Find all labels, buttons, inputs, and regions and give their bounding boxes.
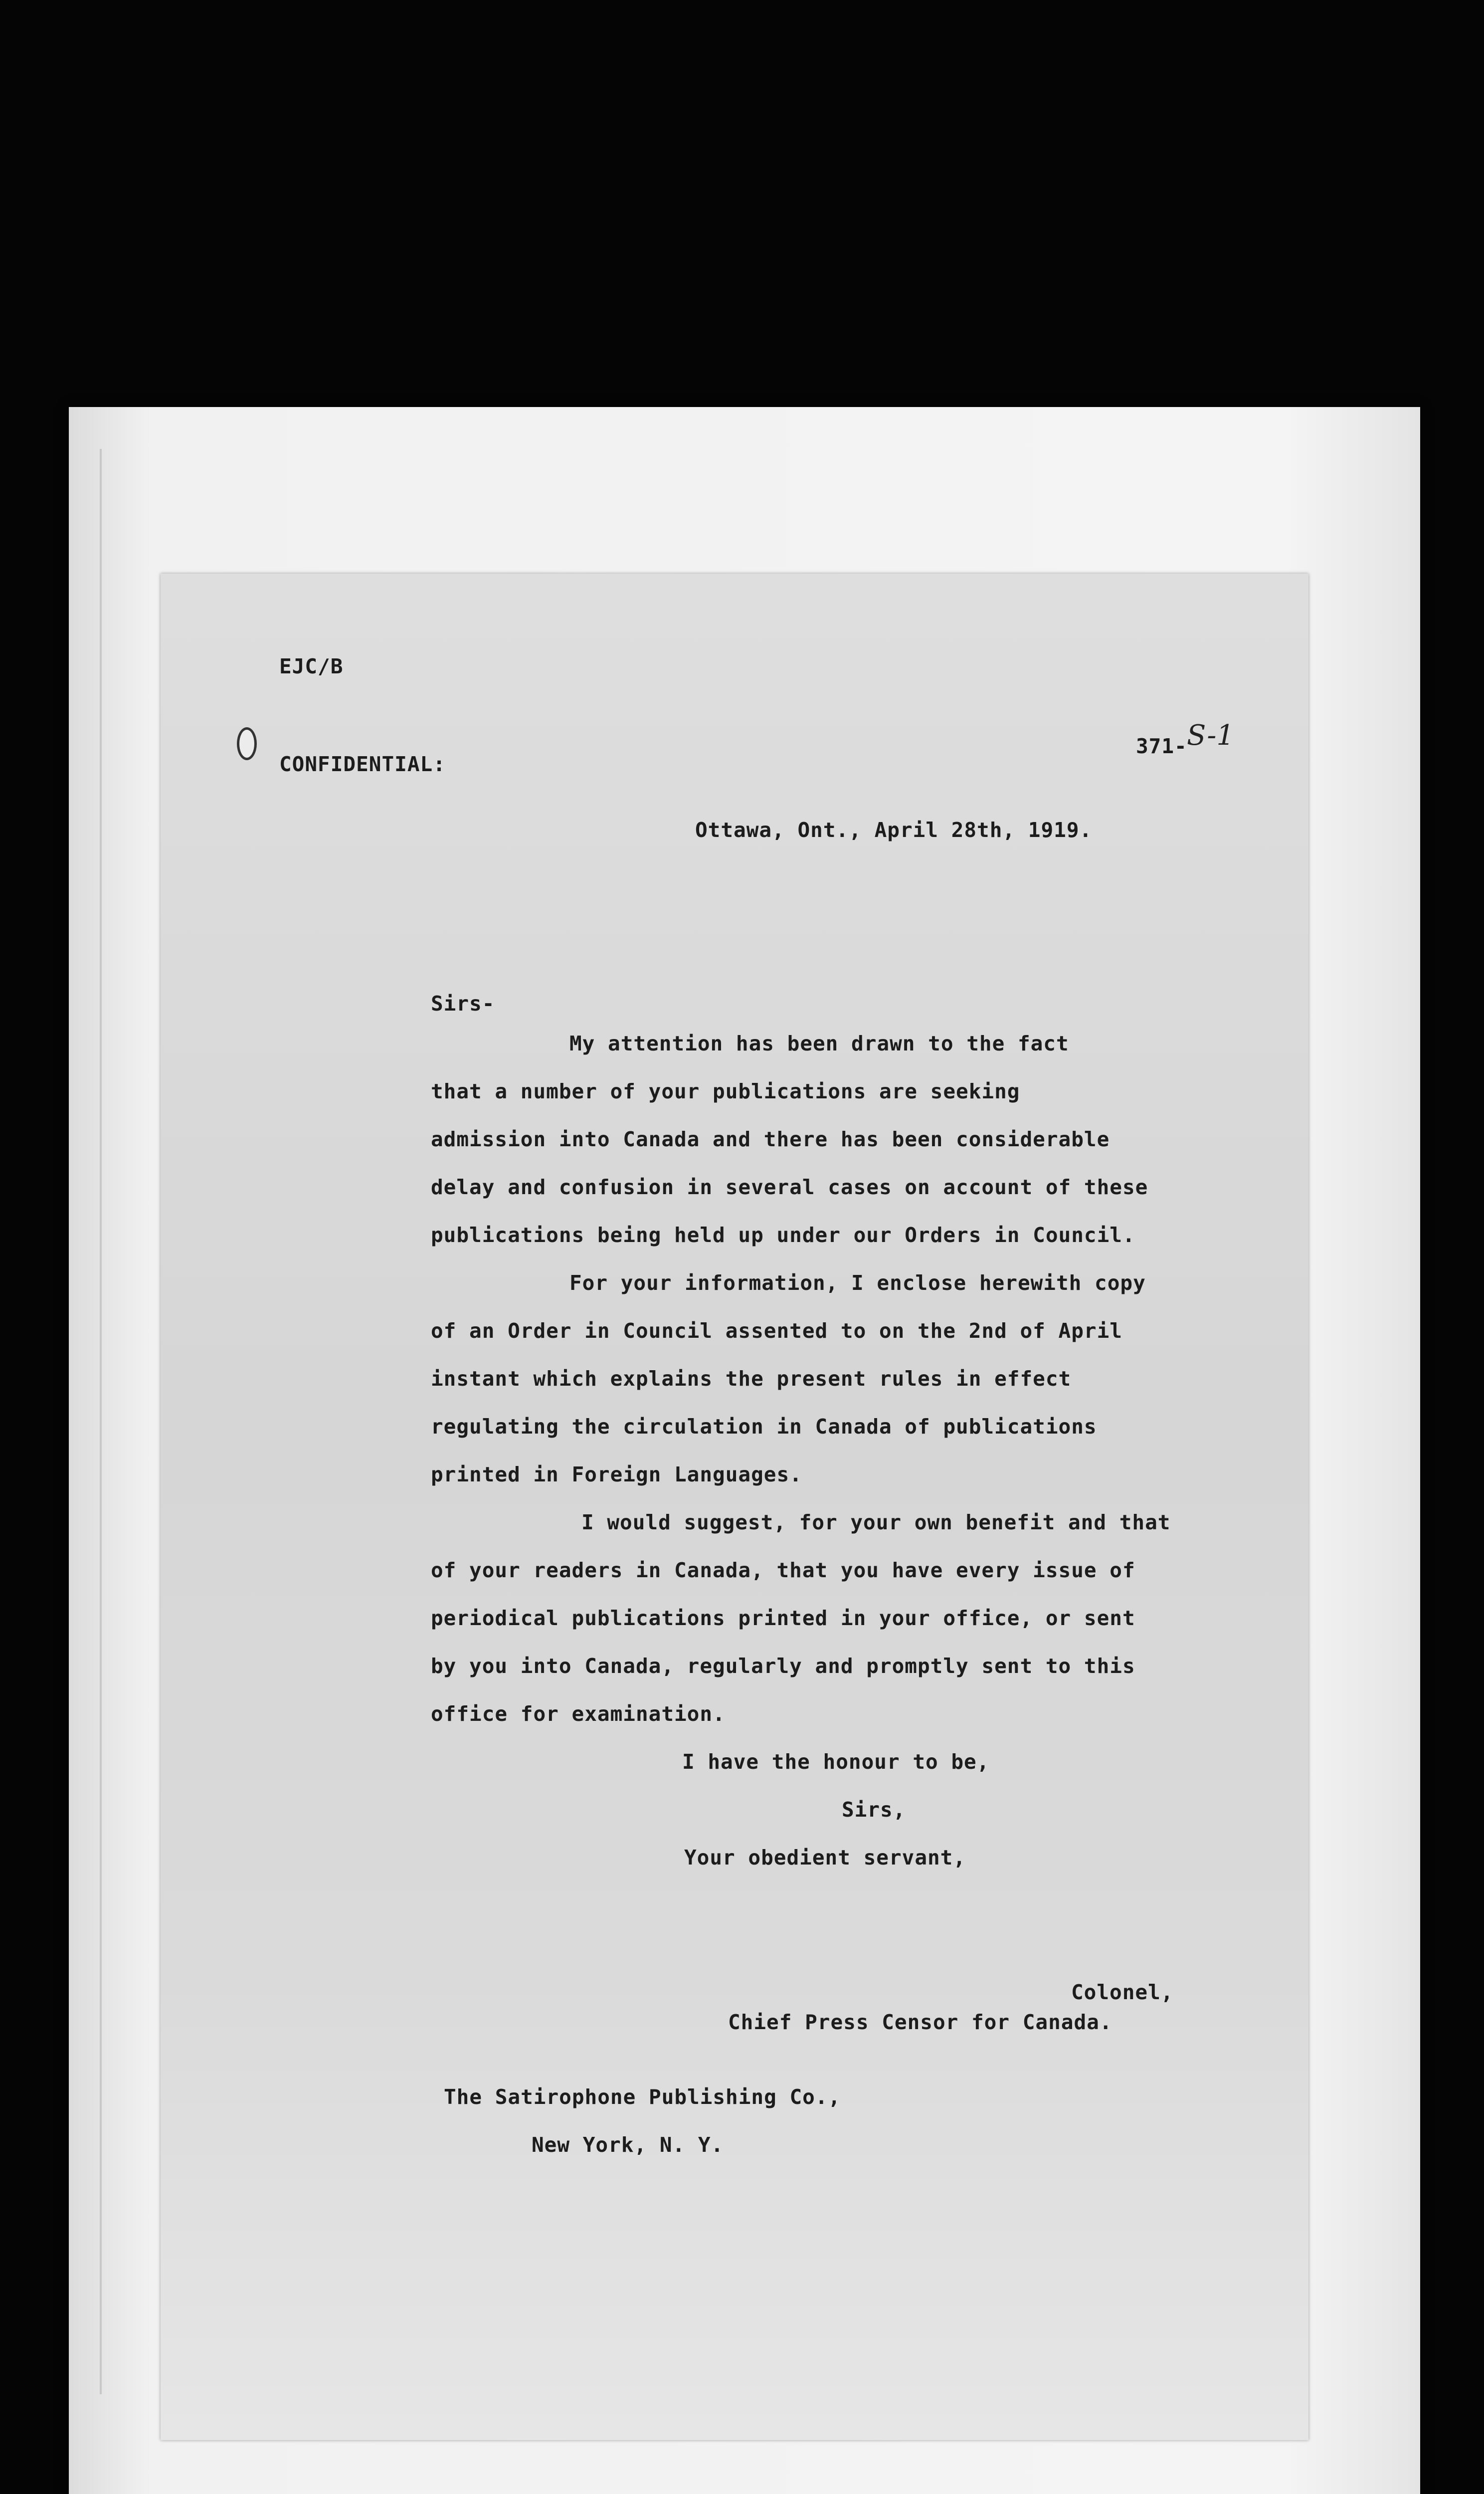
body-line: of an Order in Council assented to on the 2nd of April [431,1319,1122,1343]
body-line: office for examination. [431,1702,726,1726]
body-line: My attention has been drawn to the fact [569,1032,1069,1055]
body-line: For your information, I enclose herewith copy [569,1271,1146,1295]
punch-hole [237,727,257,760]
mount-fold-line [100,449,102,2394]
ref-initials: EJC/B [279,654,344,678]
body-line: instant which explains the present rules in effect [431,1367,1072,1391]
body-line: periodical publications printed in your office, or sent [431,1606,1135,1630]
date-line: Ottawa, Ont., April 28th, 1919. [695,818,1093,842]
salutation: Sirs- [431,992,495,1016]
signatory-title: Chief Press Censor for Canada. [728,2010,1113,2034]
body-line: by you into Canada, regularly and promptly sent to this [431,1654,1135,1678]
signatory-rank: Colonel, [1071,1980,1174,2004]
closing-line: Your obedient servant, [684,1846,966,1870]
body-line: that a number of your publications are seeking [431,1079,1020,1103]
body-line: admission into Canada and there has been considerable [431,1127,1110,1151]
body-line: delay and confusion in several cases on account of these [431,1175,1148,1199]
addressee-line: New York, N. Y. [532,2133,724,2157]
addressee-line: The Satirophone Publishing Co., [444,2085,841,2109]
letter-sheet [161,574,1308,2440]
closing-line: I have the honour to be, [682,1750,990,1774]
body-line: printed in Foreign Languages. [431,1462,802,1486]
file-number: 371- [1136,734,1187,758]
closing-line: Sirs, [842,1798,906,1822]
classification: CONFIDENTIAL: [279,752,446,776]
body-line: I would suggest, for your own benefit and that [581,1510,1171,1534]
file-number-handwritten: S-1 [1187,719,1234,752]
body-line: publications being held up under our Orders in Council. [431,1223,1135,1247]
body-line: of your readers in Canada, that you have every issue of [431,1558,1135,1582]
body-line: regulating the circulation in Canada of publications [431,1415,1097,1439]
